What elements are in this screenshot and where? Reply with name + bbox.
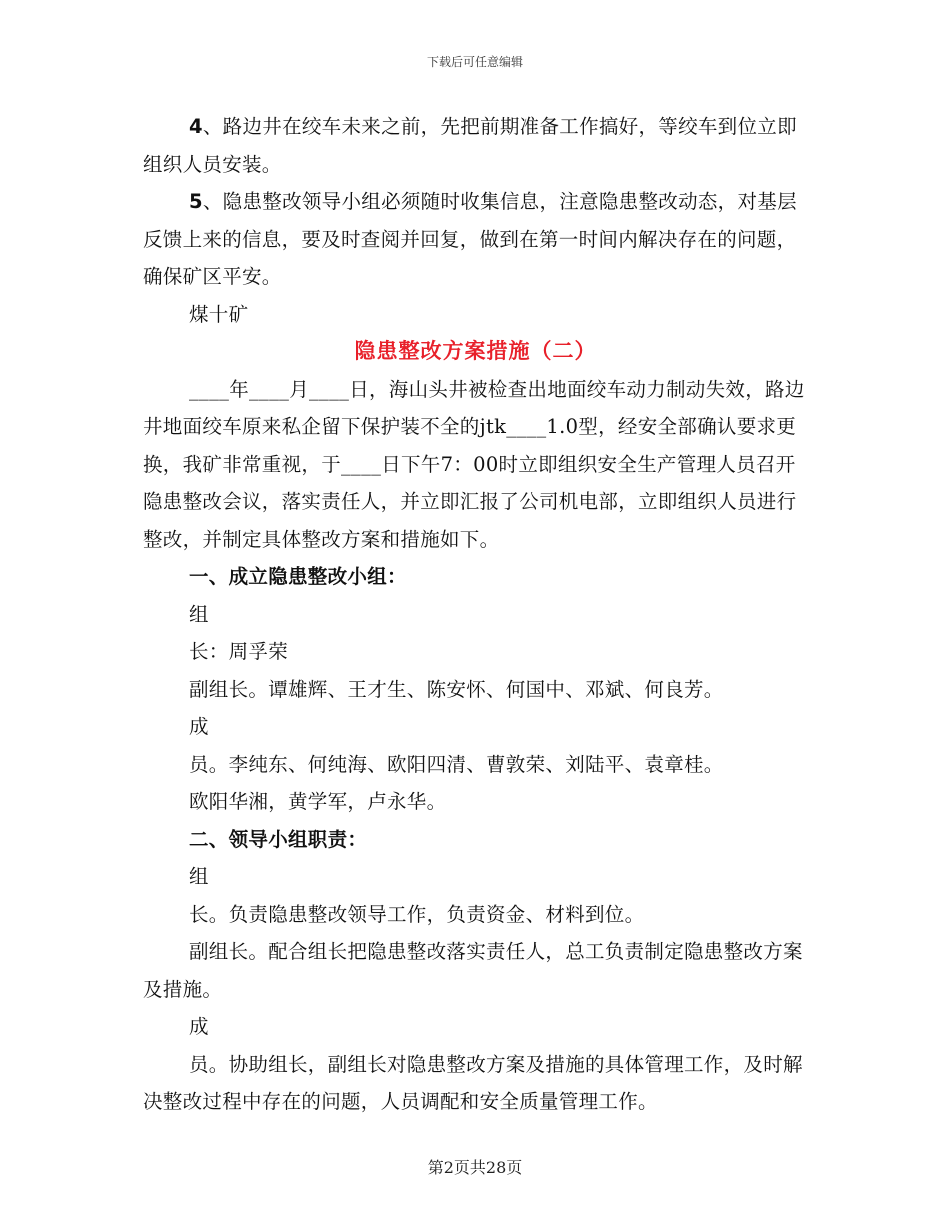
item-text: 、隐患整改领导小组必须随时收集信息，注意隐患整改动态，对基层反馈上来的信息，要及时查阅并回复，做到在第一时间内解决存在的问题，确保矿区平安。 <box>143 190 797 288</box>
section-1-line: 副组长。谭雄辉、王才生、陈安怀、何国中、邓斌、何良芳。 <box>189 677 724 701</box>
list-item-5 <box>143 183 808 296</box>
section-1-line: 欧阳华湘，黄学军，卢永华。 <box>189 790 447 813</box>
section-1-line: 长：周孚荣 <box>189 640 289 663</box>
page-footer: 第2页共28页 <box>427 1158 523 1177</box>
section-2-line: 长。负责隐患整改领导工作，负责资金、材料到位。 <box>189 902 645 926</box>
item-number: 5 <box>189 190 203 213</box>
section-2-paragraph: 员。协助组长，副组长对隐患整改方案及措施的具体管理工作，及时解决整改过程中存在的问题，人员调配和安全质量管理工作。 <box>143 1052 803 1113</box>
section-1-line: 员。李纯东、何纯海、欧阳四清、曹敦荣、刘陆平、袁章桂。 <box>189 752 724 776</box>
section-1-heading: 一、成立隐患整改小组： <box>189 565 407 588</box>
list-item-4 <box>143 108 808 183</box>
page-header: 下载后可任意编辑 <box>426 55 523 69</box>
section-1-line: 成 <box>189 715 209 738</box>
document-body <box>143 108 808 1121</box>
section-title: 隐患整改方案措施（二） <box>354 339 597 363</box>
section-2-line: 成 <box>189 1015 209 1038</box>
item-number: 4 <box>189 115 203 138</box>
intro-paragraph: ____年____月____日，海山头井被检查出地面绞车动力制动失效，路边井地面绞车原来私企留下保护装不全的jtk____1.0型，经安全部确认要求更换，我矿非常重视，于____日下午7：00时立即组织安全生产管理人员召开隐患整改会议，落实责任人，并立即汇报了公司机电部，立即组织人员进行整改，并制定具体整改方案和措施如下。 <box>143 377 805 551</box>
signature: 煤十矿 <box>189 302 249 326</box>
section-1-line: 组 <box>189 602 209 626</box>
section-2-line: 组 <box>189 865 209 888</box>
section-2-paragraph: 副组长。配合组长把隐患整改落实责任人，总工负责制定隐患整改方案及措施。 <box>143 940 803 1001</box>
item-text: 、路边井在绞车未来之前，先把前期准备工作搞好，等绞车到位立即组织人员安装。 <box>143 115 797 176</box>
section-2-heading: 二、领导小组职责： <box>189 827 368 851</box>
